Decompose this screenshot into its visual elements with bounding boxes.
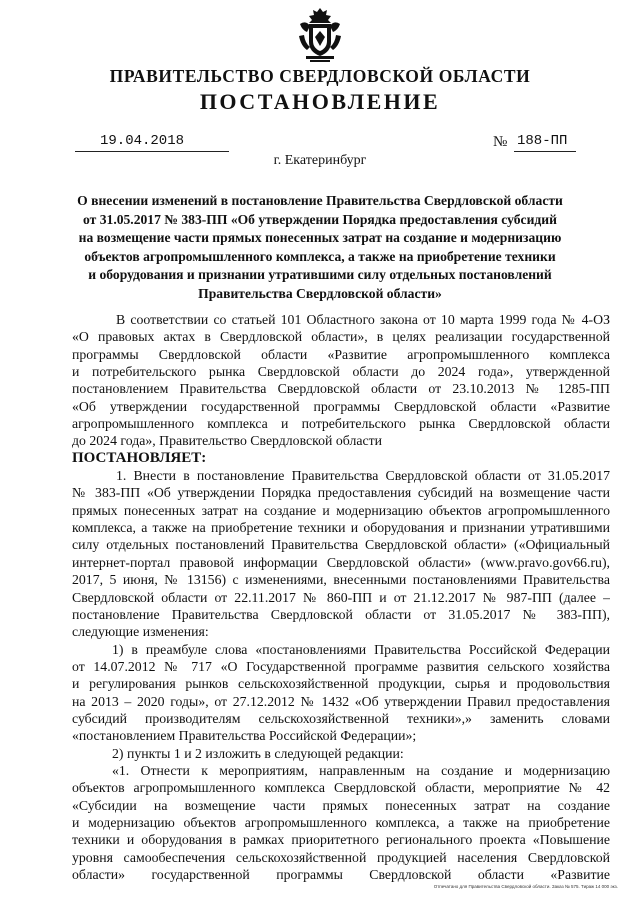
body-line: 1. Внести в постановление Правительства Свердловской области от 31.05.2017 bbox=[116, 468, 610, 484]
body-line: Свердловской области от 22.11.2017 № 860-ПП и от 21.12.2017 № 987-ПП (далее – bbox=[72, 589, 610, 605]
body-line: уровня самообеспечения сельскохозяйственной продукцией населения Свердловской bbox=[72, 849, 610, 865]
body-line: «Субсидии на возмещение части прямых понесенных затрат на создание bbox=[72, 797, 610, 813]
title-line: от 31.05.2017 № 383-ПП «Об утверждении Порядка предоставления субсидий bbox=[83, 211, 557, 227]
body-line: постановление Правительства Свердловской области от 31.05.2017 № 383-ПП), bbox=[72, 606, 610, 622]
title-line: объектов агропромышленного комплекса, а также на приобретение техники bbox=[84, 248, 556, 264]
number-sign: № bbox=[493, 134, 508, 150]
body-line: 2017, 5 июня, № 13156) с изменениями, внесенными постановлениями Правительства bbox=[72, 572, 610, 588]
body-line: прямых понесенных затрат на создание и модернизацию объектов агропромышленного bbox=[72, 502, 610, 518]
body-line: программы Свердловской области «Развитие агропромышленного комплекса bbox=[72, 346, 610, 362]
body-line: силу отдельных постановлений Правительства Свердловской области» («Официальный bbox=[72, 537, 610, 553]
coat-of-arms-emblem bbox=[296, 6, 344, 64]
body-line: и модернизацию объектов агропромышленного комплекса, а также на приобретение bbox=[72, 814, 610, 830]
body-line: «О правовых актах в Свердловской области», в целях реализации государственной bbox=[72, 329, 610, 345]
body-line: 1) в преамбуле слова «постановлениями Правительства Российской Федерации bbox=[112, 641, 610, 657]
body-line: агропромышленного комплекса и потребительского рынка Свердловской области bbox=[72, 416, 610, 432]
body-line: области» государственной программы Свердловской области «Развитие bbox=[72, 867, 610, 882]
body-line: «Об утверждении государственной программы Свердловской области «Развитие bbox=[72, 398, 610, 414]
body-line: техники и оборудования в рамках приоритетного регионального проекта «Повышение bbox=[72, 832, 610, 848]
document-number: 188-ПП bbox=[517, 133, 568, 149]
body-line: комплекса, а также на приобретение техники и оборудования и признании утратившими bbox=[72, 520, 610, 536]
resolves-heading: ПОСТАНОВЛЯЕТ: bbox=[72, 449, 207, 466]
body-line: 2) пункты 1 и 2 изложить в следующей редакции: bbox=[112, 745, 404, 761]
body-line: интернет-портал правовой информации Свердловской области» (www.pravo.gov66.ru), bbox=[72, 554, 610, 570]
body-line: и потребительского рынка Свердловской области до 2024 года», утвержденной bbox=[72, 364, 610, 380]
document-title bbox=[72, 192, 568, 304]
body-line: следующие изменения: bbox=[72, 624, 209, 640]
body-line: субсидий производителям сельскохозяйственной техники»,» заменить словами bbox=[72, 710, 610, 726]
organization-name: ПРАВИТЕЛЬСТВО СВЕРДЛОВСКОЙ ОБЛАСТИ bbox=[109, 66, 531, 86]
title-line: О внесении изменений в постановление Правительства Свердловской области bbox=[77, 193, 563, 208]
body-line: № 383-ПП «Об утверждении Порядка предоставления субсидий на возмещение части bbox=[72, 485, 610, 501]
body-line: «1. Отнести к мероприятиям, направленным на создание и модернизацию bbox=[112, 762, 610, 778]
title-line: на возмещение части прямых понесенных затрат на создание и модернизацию bbox=[78, 230, 562, 246]
document-type: ПОСТАНОВЛЕНИЕ bbox=[199, 89, 441, 114]
body-line: от 14.07.2012 № 717 «О Государственной программе развития сельского хозяйства bbox=[72, 658, 610, 674]
document-body bbox=[72, 311, 610, 883]
document-date: 19.04.2018 bbox=[100, 133, 185, 149]
title-line: и оборудования и признании утратившими силу отдельных постановлений bbox=[88, 267, 552, 283]
body-line: и регулирования рынков сельскохозяйственной продукции, сырья и продовольствия bbox=[72, 676, 610, 692]
body-line: В соответствии со статьей 101 Областного закона от 10 марта 1999 года № 4-ОЗ bbox=[116, 312, 610, 327]
print-footer: Отпечатано для Правительства Свердловской области. Заказ № 575. Тираж 14 000 экз. bbox=[433, 884, 618, 889]
body-line: на 2013 – 2020 годы», от 27.12.2012 № 1432 «Об утверждении Правил предоставления bbox=[72, 693, 610, 709]
city-name: г. Екатеринбург bbox=[273, 153, 367, 168]
body-line: до 2024 года», Правительство Свердловской области bbox=[72, 433, 382, 449]
body-line: постановлением Правительства Свердловской области от 23.10.2013 № 1285-ПП bbox=[72, 381, 610, 397]
body-line: «постановлением Правительства Российской Федерации»; bbox=[72, 728, 417, 744]
title-line: Правительства Свердловской области» bbox=[198, 285, 442, 301]
body-line: объектов агропромышленного комплекса Свердловской области, мероприятие № 42 bbox=[72, 780, 610, 796]
